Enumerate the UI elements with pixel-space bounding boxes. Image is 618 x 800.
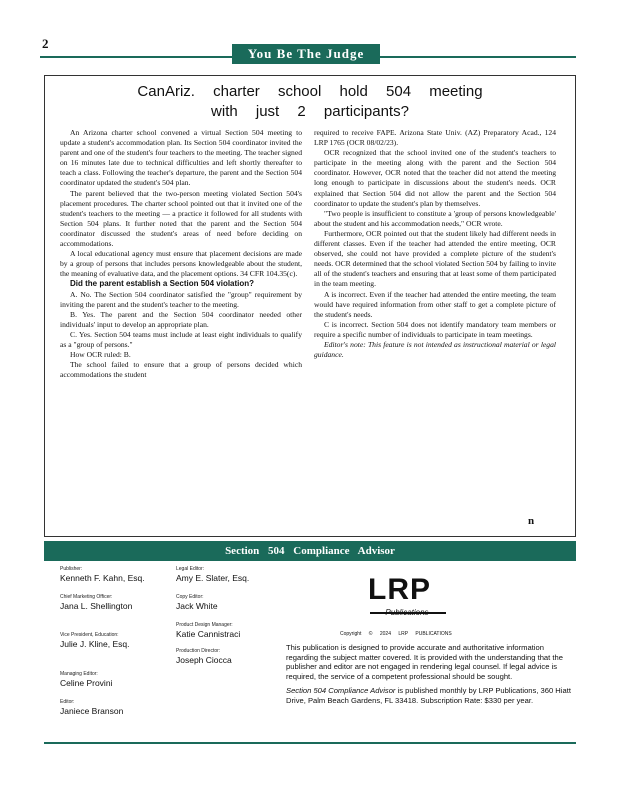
staff-entry [60,671,112,689]
copyright-line: Copyright © 2024 LRP PUBLICATIONS [340,631,452,637]
staff-role: Product Design Manager: [176,622,233,628]
staff-name: Joseph Ciocca [176,655,232,665]
staff-role: Legal Editor: [176,566,205,572]
staff-name: Celine Provini [60,678,113,688]
paragraph: Editor's note: This feature is not intended as instructional material or legal guidance. [314,339,556,360]
paragraph: The parent believed that the two-person meeting violated Section 504's placement procedures. The charter school pointed out that it invited one of the student's teachers to the meeting — a practice it followed for all students with Section 504 plans. It further noted that the parent and the Section 504 coordinator discussed the student's areas of need before deciding on accommodations. [60,188,302,249]
staff-name: Janiece Branson [60,706,124,716]
staff-entry [60,699,123,717]
staff-role: Publisher: [60,566,83,572]
paragraph: C is incorrect. Section 504 does not identify mandatory team members or require a specific number of individuals to participate in team meetings. [314,319,556,339]
disclaimer-text: This publication is designed to provide accurate and authoritative information regarding the subject matter covered. It is provided with the understanding that the publisher and editor are not engaged in rendering legal counsel. If legal advice is required, the service of a competent professional should be sought. [286,643,563,681]
staff-entry [176,648,232,666]
header-rule-right [380,56,576,58]
advisor-banner: Section 504 Compliance Advisor [44,541,576,561]
logo-wordmark: LRP [368,573,431,606]
headline-line-1: CanAriz. charter school hold 504 meeting [137,83,483,100]
headline-line-2: with just 2 participants? [211,103,409,120]
staff-role: Editor: [60,699,75,705]
page-number: 2 [42,36,49,51]
staff-role: Vice President, Education: [60,632,119,638]
publication-details: is published monthly by LRP Publications, 360 Hiatt Drive, Palm Beach Gardens, FL 33418. Subscription Rate: $330 per year. [286,686,571,705]
paragraph: The school failed to ensure that a group of persons decided which accommodations the student [60,360,302,380]
footer-rule [44,742,576,744]
staff-role: Production Director: [176,648,221,654]
staff-entry [176,566,249,584]
staff-name: Kenneth F. Kahn, Esq. [60,573,145,583]
paragraph: required to receive FAPE. Arizona State Univ. (AZ) Preparatory Acad., 124 LRP 1765 (OCR 08/02/23). [314,128,556,148]
paragraph: A is incorrect. Even if the teacher had attended the entire meeting, the team would have required information from other staff to get a complete picture of the student's needs. [314,289,556,319]
staff-name: Katie Cannistraci [176,629,241,639]
header-rule-left [40,56,232,58]
staff-name: Amy E. Slater, Esq. [176,573,250,583]
article-column-right [314,128,556,360]
paragraph: OCR recognized that the school invited one of the student's teachers to participate in the meeting along with the parent and the Section 504 coordinator. However, OCR noted that the teacher did not attend the meeting long enough to participate in discussions about the student's needs. OCR explained that Section 504 did not allow the parent and the Section 504 coordinator to update the student's plan by themselves. [314,148,556,208]
staff-entry [176,594,218,612]
paragraph: A local educational agency must ensure that placement decisions are made by a group of persons that includes persons knowledgeable about the student, the meaning of evaluative data, and the placement options. 34 CFR 104.35(c). [60,249,302,279]
paragraph: Furthermore, OCR pointed out that the student likely had different needs in different classes. Even if the teacher had attended the entire meeting, OCR observed, she could not have provided a complete picture of the student's needs. OCR determined that the school violated Section 504 by failing to invite all of the student's teachers and ensuring that at least some of them participated in the team meeting. [314,228,556,289]
section-banner: You Be The Judge [232,44,380,64]
end-of-article-mark: n [528,515,535,527]
article-column-left [60,128,302,380]
article-headline [60,82,560,122]
publication-title: Section 504 Compliance Advisor [286,686,396,695]
staff-entry [60,594,132,612]
staff-role: Managing Editor: [60,671,98,677]
staff-entry [60,632,129,650]
paragraph: C. Yes. Section 504 teams must include at least eight individuals to qualify as a "group of persons." [60,329,302,349]
staff-entry [60,566,145,584]
logo-underline [370,612,446,614]
staff-entry [176,622,240,640]
staff-name: Jana L. Shellington [60,601,133,611]
paragraph: B. Yes. The parent and the Section 504 coordinator needed other individuals' input to develop an appropriate plan. [60,309,302,329]
publication-info [286,686,576,705]
paragraph: "Two people is insufficient to constitute a 'group of persons knowledgeable' about the student and his accommodation needs," OCR wrote. [314,208,556,228]
lrp-logo [368,574,446,626]
paragraph: How OCR ruled: B. [70,350,131,360]
staff-name: Jack White [176,601,218,611]
paragraph: A. No. The Section 504 coordinator satisfied the "group" requirement by inviting the parent and the student's teacher to the meeting. [60,289,302,309]
question: Did the parent establish a Section 504 violation? [70,279,255,289]
staff-name: Julie J. Kline, Esq. [60,639,130,649]
staff-role: Chief Marketing Officer: [60,594,113,600]
paragraph: An Arizona charter school convened a virtual Section 504 meeting to update a student's accommodation plan. Its Section 504 coordinator invited the parent and one of the student's four teachers to the meeting. The teacher signed on 16 minutes late due to technical difficulties and left shortly thereafter to teach a class. Following the teacher's departure, the parent and the Section 504 coordinator updated the student's 504 plan. [60,128,302,188]
staff-role: Copy Editor: [176,594,204,600]
